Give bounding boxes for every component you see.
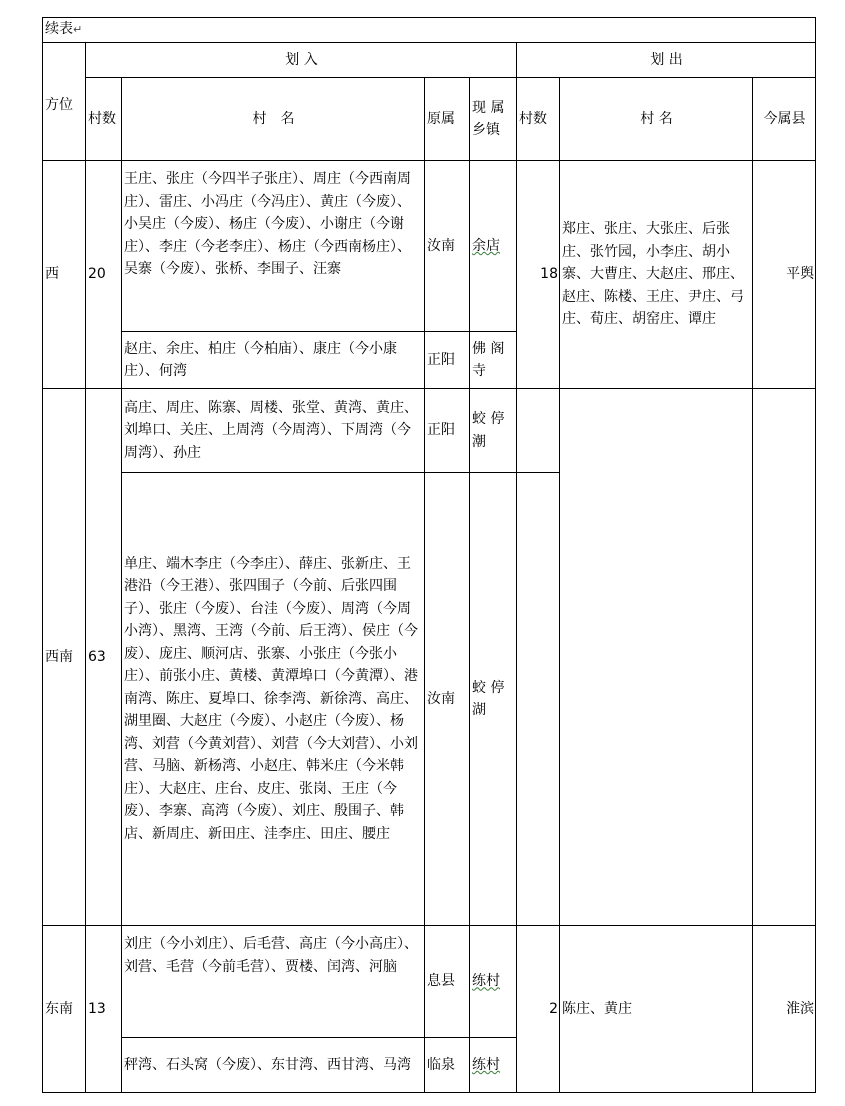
header-transfer-in: 划 入 [86,43,517,78]
row-southwest-names-2: 单庄、端木李庄（今李庄）、薛庄、张新庄、王港沿（今王港）、张四围子（今前、后张四围子）、张庄（今废）、台洼（今废）、周湾（今周小湾）、黑湾、王湾（今前、后王湾）、侯庄（今废）、庞庄、顺河店、张寨、小张庄（今张小庄）、前张小庄、黄楼、黄潭埠口（今黄潭）、港南湾、陈庄、夏埠口、徐李湾、新徐湾、高庄、湖里圈、大赵庄（今废）、小赵庄（今废）、杨湾、刘营（今黄刘营）、刘营（今大刘营）、小刘营、马脑、新杨湾、小赵庄、韩米庄（今米韩庄）、大赵庄、庄台、皮庄、张岗、王庄（今废）、李寨、高湾（今废）、刘庄、殷围子、韩店、新周庄、新田庄、洼李庄、田庄、腰庄 [122,473,425,926]
row-southwest-out-names-empty [560,389,753,926]
row-west-orig-1: 汝南 [425,161,470,332]
header-transfer-out: 划 出 [517,43,816,78]
row-southwest-out-county-empty [753,389,816,926]
header-direction: 方位 [43,43,86,161]
row-southwest-town-2: 蛟 停湖 [470,473,517,926]
row-southwest-orig-2: 汝南 [425,473,470,926]
row-east-direction: 东南 [43,926,86,1093]
row-east-orig-2: 临泉 [425,1038,470,1093]
row-southwest-orig-1: 正阳 [425,389,470,473]
row-east-out-count: 2 [517,926,560,1093]
header-in-town: 现 属乡镇 [470,78,517,161]
row-east-out-county: 淮滨 [753,926,816,1093]
header-in-names: 村 名 [122,78,425,161]
header-out-names: 村 名 [560,78,753,161]
row-east-names-1: 刘庄（今小刘庄）、后毛营、高庄（今小高庄）、刘营、毛营（今前毛营）、贾楼、闰湾、河脑 [122,926,425,1038]
row-west-names-1: 王庄、张庄（今四半子张庄）、周庄（今西南周庄）、雷庄、小冯庄（今冯庄）、黄庄（今废）、小吴庄（今废）、杨庄（今废）、小谢庄（今谢庄）、李庄（今老李庄）、杨庄（今西南杨庄）、吴寨（今废）、张桥、李围子、汪寨 [122,161,425,332]
district-transfer-table [42,17,816,1093]
row-southwest-out-count-empty [517,389,560,473]
header-in-count: 村数 [86,78,122,161]
table-title: 续表↵ [43,18,816,43]
row-west-out-county: 平舆 [753,161,816,389]
row-west-out-names: 郑庄、张庄、大张庄、后张庄、张竹园，小李庄、胡小寨、大曹庄、大赵庄、邢庄、赵庄、陈楼、王庄、尹庄、弓庄、荀庄、胡窑庄、谭庄 [560,161,753,389]
row-southwest-town-1: 蛟 停潮 [470,389,517,473]
row-west-town-1: 余店 [470,161,517,332]
row-east-out-names: 陈庄、黄庄 [560,926,753,1093]
row-southwest-direction: 西南 [43,389,86,926]
row-west-orig-2: 正阳 [425,332,470,389]
row-southwest-names-1: 高庄、周庄、陈寨、周楼、张堂、黄湾、黄庄、刘埠口、关庄、上周湾（今周湾）、下周湾（今周湾）、孙庄 [122,389,425,473]
header-out-count: 村数 [517,78,560,161]
row-west-direction: 西 [43,161,86,389]
row-east-orig-1: 息县 [425,926,470,1038]
header-in-orig: 原属 [425,78,470,161]
row-southwest-out-count-empty-2 [517,473,560,926]
row-east-names-2: 秤湾、石头窝（今废）、东甘湾、西甘湾、马湾 [122,1038,425,1093]
row-west-names-2: 赵庄、余庄、柏庄（今柏庙）、康庄（今小康庄）、何湾 [122,332,425,389]
row-east-in-count: 13 [86,926,122,1093]
row-east-town-2: 练村 [470,1038,517,1093]
row-southwest-in-count: 63 [86,389,122,926]
row-west-town-2: 佛 阁寺 [470,332,517,389]
header-out-county: 今属县 [753,78,816,161]
row-west-out-count: 18 [517,161,560,389]
row-east-town-1: 练村 [470,926,517,1038]
row-west-in-count: 20 [86,161,122,389]
